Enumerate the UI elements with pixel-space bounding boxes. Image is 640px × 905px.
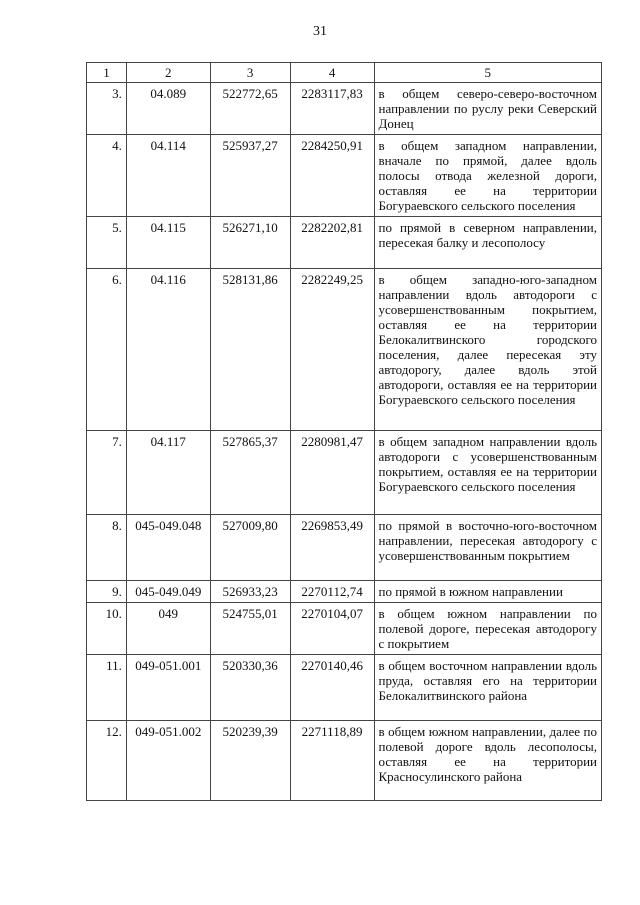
- table-row: [87, 217, 602, 269]
- point-code-cell: 049: [126, 603, 210, 655]
- column-header: 4: [290, 63, 374, 83]
- boundary-description-cell: в общем северо-северо-восточном направлении по руслу реки Северский Донец: [374, 83, 601, 135]
- boundary-description-cell: в общем южном направлении по полевой дороге, пересекая автодорогу с покрытием: [374, 603, 601, 655]
- point-code-cell: 04.114: [126, 135, 210, 217]
- coord-x-cell: 525937,27: [210, 135, 290, 217]
- boundary-description-cell: в общем восточном направлении вдоль пруда, оставляя его на территории Белокалитвинского района: [374, 655, 601, 721]
- coord-x-cell: 528131,86: [210, 269, 290, 431]
- row-number-cell: 5.: [87, 217, 127, 269]
- coord-y-cell: 2283117,83: [290, 83, 374, 135]
- page-number: 31: [313, 24, 327, 39]
- row-number-cell: 4.: [87, 135, 127, 217]
- table-row: [87, 431, 602, 515]
- column-header: 2: [126, 63, 210, 83]
- boundary-description-cell: по прямой в южном направлении: [374, 581, 601, 603]
- table-row: [87, 603, 602, 655]
- coord-x-cell: 522772,65: [210, 83, 290, 135]
- table-row: [87, 269, 602, 431]
- coord-y-cell: 2284250,91: [290, 135, 374, 217]
- coord-y-cell: 2269853,49: [290, 515, 374, 581]
- boundary-description-cell: в общем южном направлении, далее по полевой дороге вдоль лесополосы, оставляя ее на территории Красносулинского района: [374, 721, 601, 801]
- row-number-cell: 7.: [87, 431, 127, 515]
- column-header: 3: [210, 63, 290, 83]
- row-number-cell: 6.: [87, 269, 127, 431]
- boundary-description-cell: в общем западно-юго-западном направлении вдоль автодороги с усовершенствованным покрытием, оставляя ее на территории Белокалитвинского городского поселения, далее пересекая эту автодорогу, далее вдоль этой автодороги, оставляя ее на территории Богураевского сельского поселения: [374, 269, 601, 431]
- table-row: [87, 721, 602, 801]
- boundary-description-cell: по прямой в северном направлении, пересекая балку и лесополосу: [374, 217, 601, 269]
- point-code-cell: 049-051.001: [126, 655, 210, 721]
- table-row: [87, 655, 602, 721]
- coord-x-cell: 526933,23: [210, 581, 290, 603]
- point-code-cell: 04.089: [126, 83, 210, 135]
- point-code-cell: 045-049.049: [126, 581, 210, 603]
- coord-x-cell: 527865,37: [210, 431, 290, 515]
- table-row: [87, 83, 602, 135]
- coord-x-cell: 526271,10: [210, 217, 290, 269]
- boundary-description-cell: по прямой в восточно-юго-восточном направлении, пересекая автодорогу с усовершенствованным покрытием: [374, 515, 601, 581]
- coord-y-cell: 2282202,81: [290, 217, 374, 269]
- table-header-row: [87, 63, 602, 83]
- boundary-description-cell: в общем западном направлении, вначале по прямой, далее вдоль полосы отвода железной дороги, оставляя ее на территории Богураевского сельского поселения: [374, 135, 601, 217]
- table-row: [87, 581, 602, 603]
- table-row: [87, 515, 602, 581]
- point-code-cell: 04.117: [126, 431, 210, 515]
- point-code-cell: 04.116: [126, 269, 210, 431]
- coord-x-cell: 527009,80: [210, 515, 290, 581]
- column-header: 5: [374, 63, 601, 83]
- coord-x-cell: 520239,39: [210, 721, 290, 801]
- row-number-cell: 3.: [87, 83, 127, 135]
- boundary-description-cell: в общем западном направлении вдоль автодороги с усовершенствованным покрытием, оставляя ее на территории Богураевского сельского поселения: [374, 431, 601, 515]
- coord-y-cell: 2270104,07: [290, 603, 374, 655]
- point-code-cell: 049-051.002: [126, 721, 210, 801]
- row-number-cell: 9.: [87, 581, 127, 603]
- boundary-table: [86, 62, 602, 801]
- column-header: 1: [87, 63, 127, 83]
- coord-y-cell: 2282249,25: [290, 269, 374, 431]
- coord-x-cell: 520330,36: [210, 655, 290, 721]
- row-number-cell: 10.: [87, 603, 127, 655]
- row-number-cell: 12.: [87, 721, 127, 801]
- coord-y-cell: 2270140,46: [290, 655, 374, 721]
- coord-y-cell: 2280981,47: [290, 431, 374, 515]
- coord-y-cell: 2270112,74: [290, 581, 374, 603]
- row-number-cell: 11.: [87, 655, 127, 721]
- point-code-cell: 04.115: [126, 217, 210, 269]
- table-row: [87, 135, 602, 217]
- point-code-cell: 045-049.048: [126, 515, 210, 581]
- coord-y-cell: 2271118,89: [290, 721, 374, 801]
- coord-x-cell: 524755,01: [210, 603, 290, 655]
- row-number-cell: 8.: [87, 515, 127, 581]
